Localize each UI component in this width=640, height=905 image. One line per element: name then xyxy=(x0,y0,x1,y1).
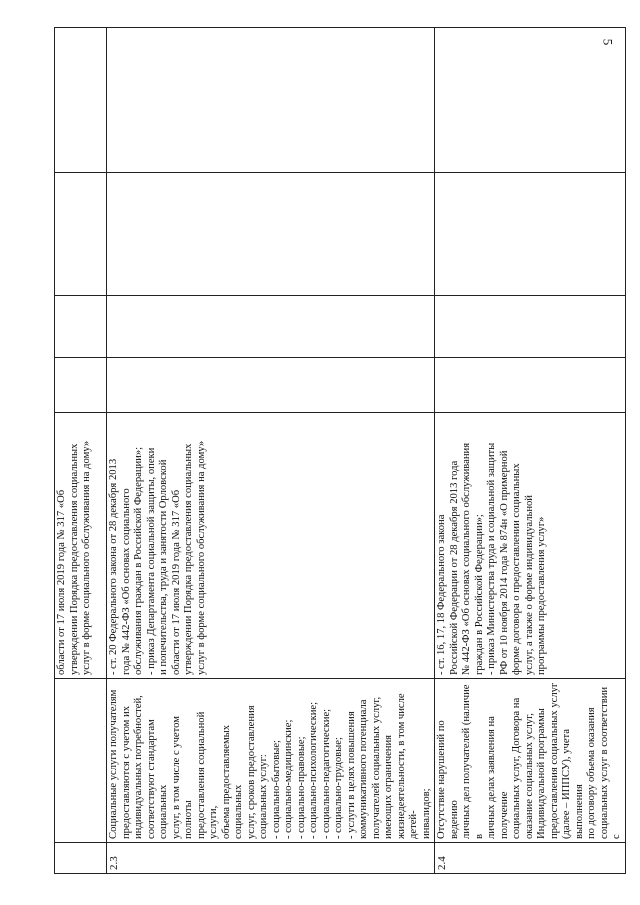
answer-cell-yes xyxy=(55,358,107,413)
answer-cell-no xyxy=(107,296,435,358)
legal-basis-cell xyxy=(107,413,435,679)
text-line: Социальные услуги получателям xyxy=(108,689,119,839)
requirement-cell xyxy=(55,679,107,843)
text-line: утверждении Порядка предоставления социальных xyxy=(68,443,80,675)
table-row xyxy=(435,28,626,874)
text-line: граждан в Российской Федерации»; xyxy=(473,514,485,675)
text-line: - социально-психологические; xyxy=(308,701,319,839)
text-line: - социально-педагогические; xyxy=(320,708,332,839)
answer-cell-na xyxy=(107,173,435,296)
page-number: 5 xyxy=(600,38,616,46)
text-line: услуг, а также о форме индивидуальной xyxy=(523,495,535,675)
legal-basis-cell xyxy=(55,413,107,679)
text-line: получателей социальных услуг, xyxy=(370,696,382,839)
row-number xyxy=(55,843,107,874)
text-line: имеющих ограничения xyxy=(383,735,394,839)
text-line: Российской Федерации от 28 декабря 2013 года xyxy=(448,460,460,675)
answer-cell-yes xyxy=(435,358,626,413)
text-line: - социально-трудовые; xyxy=(333,737,344,839)
answer-cell-no xyxy=(55,296,107,358)
text-line: по договору объема оказания xyxy=(586,707,597,839)
answer-cell-na xyxy=(435,173,626,296)
text-line: предоставляются с учетом их xyxy=(120,705,132,839)
text-line: - услуги в целях повышения xyxy=(345,711,357,839)
text-line: услуг, в том числе с учетом полноты xyxy=(170,716,194,839)
answer-cell-no xyxy=(435,296,626,358)
text-line: инвалидов; xyxy=(420,788,432,839)
text-line: - социально-медицинские; xyxy=(283,719,294,839)
text-line: социальных услуг: xyxy=(258,754,269,839)
text-line: области от 17 июля 2019 года № 317 «Об xyxy=(170,489,182,675)
rotated-page-content xyxy=(54,28,622,874)
row-number: 2.4 xyxy=(435,843,626,874)
requirement-cell xyxy=(107,679,435,843)
text-line: социальных услуг, Договора на xyxy=(511,697,522,839)
text-line: предоставления социальных услуг xyxy=(548,682,560,839)
text-line: - ст. 16, 17, 18 Федерального закона xyxy=(436,514,447,675)
text-line: личных дел получателей (наличие в xyxy=(461,684,485,839)
text-line: социальных услуг в соответствии с xyxy=(598,686,622,839)
text-line: программы предоставления услуг» xyxy=(536,516,547,675)
legal-basis-cell xyxy=(435,413,626,679)
notes-cell xyxy=(107,28,435,173)
text-line: - приказ Министерства труда и социальной защиты xyxy=(486,442,497,675)
text-line: услуг в форме социального обслуживания на дому» xyxy=(81,440,92,675)
text-line: обслуживания граждан в Российской Федерации»; xyxy=(133,446,144,675)
text-line: - социально-бытовые; xyxy=(270,740,282,839)
text-line: индивидуальных потребностей, xyxy=(133,695,144,839)
text-line: и попечительства, труда и занятости Орловской xyxy=(158,459,169,675)
row-number: 2.3 xyxy=(107,843,435,874)
text-line: объема предоставляемых социальных xyxy=(220,724,244,839)
answer-cell-yes xyxy=(107,358,435,413)
text-line: области от 17 июля 2019 года № 317 «Об xyxy=(56,489,67,675)
text-line: года № 442-ФЗ «Об основах социального xyxy=(120,488,132,675)
table-row xyxy=(107,28,435,874)
text-line: услуг, сроков предоставления xyxy=(245,705,257,839)
text-line: услуг в форме социального обслуживания на дому» xyxy=(195,440,207,675)
checklist-table xyxy=(54,27,626,874)
text-line: - ст. 20 Федерального закона от 28 декабря 2013 xyxy=(108,458,119,675)
text-line: жизнедеятельности, в том числе детей- xyxy=(395,693,419,839)
text-line: оказание социальных услуг, xyxy=(523,713,535,839)
text-line: Отсутствие нарушений по ведению xyxy=(436,720,460,839)
text-line: РФ от 10 ноября 2014 года № 874н «О примерной xyxy=(498,450,510,675)
text-line: - социально-правовые; xyxy=(295,736,307,839)
text-line: форме договора о предоставлении социальных xyxy=(511,463,522,675)
text-line: утверждении Порядка предоставления социальных xyxy=(183,443,194,675)
text-line: предоставления социальной услуги, xyxy=(195,711,219,839)
text-line: соответствуют стандартам социальных xyxy=(145,719,169,839)
notes-cell xyxy=(435,28,626,173)
answer-cell-na xyxy=(55,173,107,296)
text-line: № 442-ФЗ «Об основах социального обслуживания xyxy=(461,442,472,675)
text-line: (далее – ИППСУ), учета выполнения xyxy=(561,729,585,839)
notes-cell xyxy=(55,28,107,173)
requirement-cell xyxy=(435,679,626,843)
table-row xyxy=(55,28,107,874)
text-line: коммуникативного потенциала xyxy=(358,699,369,839)
text-line: личных делах заявления на получение xyxy=(486,716,510,839)
text-line: - приказ Департамента социальной защиты, опеки xyxy=(145,447,157,675)
text-line: Индивидуальной программы xyxy=(536,708,547,839)
